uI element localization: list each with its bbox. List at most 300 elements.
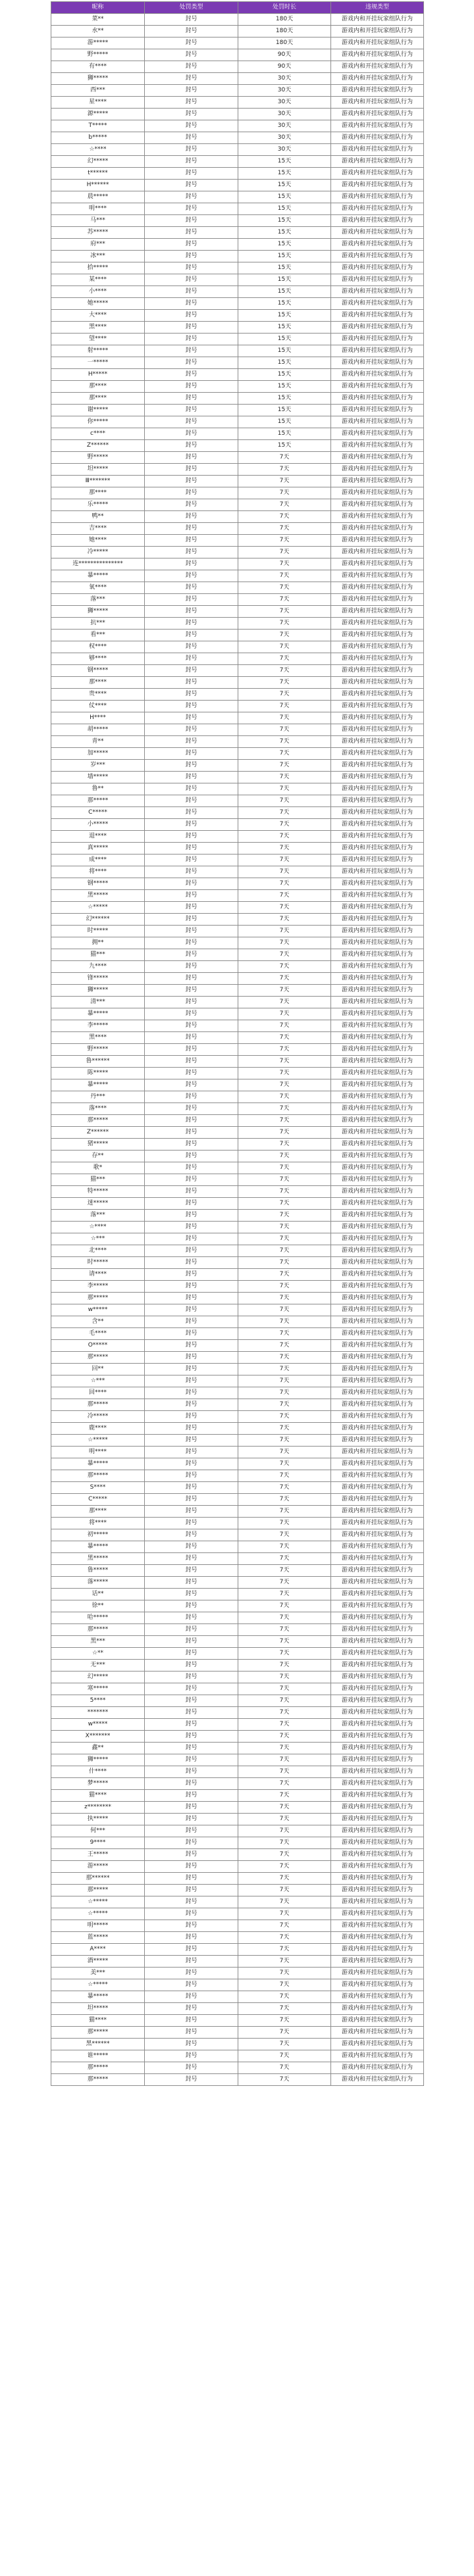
violation-type: 游戏内和开挂玩家组队行为 — [331, 855, 424, 866]
violation-type: 游戏内和开挂玩家组队行为 — [331, 1672, 424, 1683]
penalty-duration: 7天 — [238, 783, 331, 795]
violation-type: 游戏内和开挂玩家组队行为 — [331, 203, 424, 215]
violation-type: 游戏内和开挂玩家组队行为 — [331, 1683, 424, 1695]
penalty-duration: 7天 — [238, 926, 331, 937]
table-row — [51, 523, 424, 535]
player-nickname: 真***** — [51, 843, 145, 855]
table-row — [51, 1174, 424, 1186]
player-nickname: C***** — [51, 1494, 145, 1506]
penalty-type: 封号 — [145, 1766, 238, 1778]
table-row — [51, 369, 424, 381]
penalty-duration: 7天 — [238, 1956, 331, 1968]
violation-type: 游戏内和开挂玩家组队行为 — [331, 783, 424, 795]
violation-type: 游戏内和开挂玩家组队行为 — [331, 1020, 424, 1032]
penalty-duration: 7天 — [238, 653, 331, 665]
penalty-type: 封号 — [145, 547, 238, 558]
violation-type: 游戏内和开挂玩家组队行为 — [331, 1103, 424, 1115]
violation-type: 游戏内和开挂玩家组队行为 — [331, 937, 424, 949]
violation-type: 游戏内和开挂玩家组队行为 — [331, 1766, 424, 1778]
table-row — [51, 1506, 424, 1518]
player-nickname: 星**** — [51, 97, 145, 109]
penalty-type: 封号 — [145, 1316, 238, 1328]
penalty-duration: 15天 — [238, 191, 331, 203]
penalty-type: 封号 — [145, 866, 238, 878]
player-nickname: 黑*** — [51, 1636, 145, 1648]
penalty-duration: 7天 — [238, 1672, 331, 1683]
player-nickname: 暴***** — [51, 1079, 145, 1091]
table-row — [51, 866, 424, 878]
penalty-type: 封号 — [145, 180, 238, 191]
penalty-type: 封号 — [145, 1565, 238, 1577]
violation-type: 游戏内和开挂玩家组队行为 — [331, 973, 424, 985]
penalty-duration: 7天 — [238, 476, 331, 487]
table-row — [51, 1447, 424, 1458]
table-row — [51, 724, 424, 736]
table-row — [51, 286, 424, 298]
penalty-type: 封号 — [145, 168, 238, 180]
violation-type: 游戏内和开挂玩家组队行为 — [331, 1399, 424, 1411]
player-nickname: 幻***** — [51, 1672, 145, 1683]
table-row — [51, 1600, 424, 1612]
penalty-duration: 7天 — [238, 1032, 331, 1044]
penalty-duration: 7天 — [238, 1766, 331, 1778]
penalty-duration: 15天 — [238, 428, 331, 440]
violation-type: 游戏内和开挂玩家组队行为 — [331, 547, 424, 558]
penalty-duration: 7天 — [238, 1873, 331, 1885]
table-row — [51, 712, 424, 724]
penalty-type: 封号 — [145, 156, 238, 168]
penalty-duration: 7天 — [238, 2062, 331, 2074]
penalty-type: 封号 — [145, 1648, 238, 1660]
player-nickname: 无*** — [51, 1660, 145, 1672]
player-nickname: 美*** — [51, 1968, 145, 1979]
violation-type: 游戏内和开挂玩家组队行为 — [331, 452, 424, 464]
penalty-type: 封号 — [145, 1115, 238, 1127]
table-row — [51, 298, 424, 310]
penalty-type: 封号 — [145, 1020, 238, 1032]
violation-type: 游戏内和开挂玩家组队行为 — [331, 1719, 424, 1731]
table-row — [51, 1814, 424, 1825]
penalty-duration: 7天 — [238, 1139, 331, 1151]
violation-type: 游戏内和开挂玩家组队行为 — [331, 156, 424, 168]
violation-type: 游戏内和开挂玩家组队行为 — [331, 843, 424, 855]
player-nickname: 乐***** — [51, 499, 145, 511]
penalty-type: 封号 — [145, 144, 238, 156]
penalty-type: 封号 — [145, 310, 238, 322]
player-nickname: 王***** — [51, 1849, 145, 1861]
penalty-type: 封号 — [145, 1293, 238, 1304]
penalty-type: 封号 — [145, 1257, 238, 1269]
table-row — [51, 464, 424, 476]
player-nickname: 胡***** — [51, 724, 145, 736]
penalty-duration: 15天 — [238, 393, 331, 405]
penalty-type: 封号 — [145, 1660, 238, 1672]
violation-type: 游戏内和开挂玩家组队行为 — [331, 1873, 424, 1885]
player-nickname: 暴***** — [51, 1458, 145, 1470]
penalty-type: 封号 — [145, 582, 238, 594]
table-row — [51, 1210, 424, 1222]
penalty-duration: 15天 — [238, 251, 331, 262]
violation-type: 游戏内和开挂玩家组队行为 — [331, 1470, 424, 1482]
penalty-duration: 7天 — [238, 914, 331, 926]
penalty-type: 封号 — [145, 203, 238, 215]
violation-type: 游戏内和开挂玩家组队行为 — [331, 1707, 424, 1719]
penalty-type: 封号 — [145, 1968, 238, 1979]
violation-type: 游戏内和开挂玩家组队行为 — [331, 1198, 424, 1210]
violation-type: 游戏内和开挂玩家组队行为 — [331, 1814, 424, 1825]
violation-type: 游戏内和开挂玩家组队行为 — [331, 1458, 424, 1470]
penalty-type: 封号 — [145, 393, 238, 405]
penalty-type: 封号 — [145, 262, 238, 274]
table-row — [51, 1222, 424, 1233]
penalty-type: 封号 — [145, 724, 238, 736]
penalty-duration: 15天 — [238, 440, 331, 452]
penalty-duration: 7天 — [238, 878, 331, 890]
violation-type: 游戏内和开挂玩家组队行为 — [331, 1210, 424, 1222]
table-row — [51, 1719, 424, 1731]
player-nickname: 游***** — [51, 1861, 145, 1873]
penalty-type: 封号 — [145, 1589, 238, 1600]
penalty-duration: 90天 — [238, 49, 331, 61]
player-nickname: 冰*** — [51, 251, 145, 262]
violation-type: 游戏内和开挂玩家组队行为 — [331, 712, 424, 724]
table-row — [51, 334, 424, 345]
violation-type: 游戏内和开挂玩家组队行为 — [331, 902, 424, 914]
violation-type: 游戏内和开挂玩家组队行为 — [331, 274, 424, 286]
penalty-type: 封号 — [145, 109, 238, 120]
player-nickname: 狮***** — [51, 1754, 145, 1766]
violation-type: 游戏内和开挂玩家组队行为 — [331, 795, 424, 807]
player-nickname: 黑****** — [51, 2039, 145, 2050]
player-nickname: 猪***** — [51, 1139, 145, 1151]
table-row — [51, 807, 424, 819]
penalty-type: 封号 — [145, 961, 238, 973]
penalty-duration: 7天 — [238, 961, 331, 973]
player-nickname: 5**** — [51, 1695, 145, 1707]
header-violation-type: 违规类型 — [331, 2, 424, 14]
table-row — [51, 1103, 424, 1115]
table-row — [51, 2062, 424, 2074]
table-row — [51, 630, 424, 641]
violation-type: 游戏内和开挂玩家组队行为 — [331, 1340, 424, 1352]
violation-type: 游戏内和开挂玩家组队行为 — [331, 1008, 424, 1020]
penalty-type: 封号 — [145, 1151, 238, 1162]
player-nickname: Ⅲ******* — [51, 476, 145, 487]
penalty-type: 封号 — [145, 345, 238, 357]
player-nickname: 何*** — [51, 1825, 145, 1837]
penalty-duration: 7天 — [238, 1743, 331, 1754]
table-row — [51, 120, 424, 132]
penalty-type: 封号 — [145, 1719, 238, 1731]
table-row — [51, 405, 424, 416]
violation-type: 游戏内和开挂玩家组队行为 — [331, 1825, 424, 1837]
table-row — [51, 1529, 424, 1541]
penalty-duration: 7天 — [238, 1269, 331, 1281]
violation-type: 游戏内和开挂玩家组队行为 — [331, 180, 424, 191]
player-nickname: X******* — [51, 1731, 145, 1743]
penalty-duration: 30天 — [238, 109, 331, 120]
table-row — [51, 701, 424, 712]
player-nickname: 氧**** — [51, 582, 145, 594]
penalty-type: 封号 — [145, 831, 238, 843]
penalty-type: 封号 — [145, 1885, 238, 1896]
player-nickname: 存** — [51, 1151, 145, 1162]
violation-type: 游戏内和开挂玩家组队行为 — [331, 393, 424, 405]
penalty-type: 封号 — [145, 855, 238, 866]
player-nickname: 菜** — [51, 14, 145, 26]
penalty-type: 封号 — [145, 1861, 238, 1873]
table-row — [51, 85, 424, 97]
penalty-duration: 7天 — [238, 2039, 331, 2050]
table-row — [51, 1968, 424, 1979]
player-nickname: 将**** — [51, 866, 145, 878]
player-nickname: 梦***** — [51, 1778, 145, 1790]
violation-type: 游戏内和开挂玩家组队行为 — [331, 1186, 424, 1198]
violation-type: 游戏内和开挂玩家组队行为 — [331, 961, 424, 973]
player-nickname: 冷***** — [51, 547, 145, 558]
player-nickname: 锋***** — [51, 973, 145, 985]
violation-type: 游戏内和开挂玩家组队行为 — [331, 14, 424, 26]
table-row — [51, 1991, 424, 2003]
penalty-duration: 7天 — [238, 1186, 331, 1198]
penalty-type: 封号 — [145, 937, 238, 949]
table-row — [51, 1849, 424, 1861]
violation-type: 游戏内和开挂玩家组队行为 — [331, 1541, 424, 1553]
table-row — [51, 1044, 424, 1056]
penalty-type: 封号 — [145, 1494, 238, 1506]
table-row — [51, 1731, 424, 1743]
table-row — [51, 144, 424, 156]
violation-type: 游戏内和开挂玩家组队行为 — [331, 736, 424, 748]
violation-type: 游戏内和开挂玩家组队行为 — [331, 262, 424, 274]
penalty-type: 封号 — [145, 760, 238, 772]
violation-type: 游戏内和开挂玩家组队行为 — [331, 1944, 424, 1956]
table-row — [51, 511, 424, 523]
table-row — [51, 1825, 424, 1837]
table-row — [51, 393, 424, 405]
penalty-duration: 7天 — [238, 1044, 331, 1056]
table-row — [51, 1399, 424, 1411]
penalty-type: 封号 — [145, 1743, 238, 1754]
violation-type: 游戏内和开挂玩家组队行为 — [331, 357, 424, 369]
table-row — [51, 1482, 424, 1494]
penalty-duration: 7天 — [238, 1896, 331, 1908]
violation-type: 游戏内和开挂玩家组队行为 — [331, 1660, 424, 1672]
violation-type: 游戏内和开挂玩家组队行为 — [331, 1162, 424, 1174]
table-row — [51, 1577, 424, 1589]
player-nickname: ☆*** — [51, 1233, 145, 1245]
penalty-duration: 7天 — [238, 760, 331, 772]
violation-type: 游戏内和开挂玩家组队行为 — [331, 440, 424, 452]
penalty-type: 封号 — [145, 1731, 238, 1743]
penalty-type: 封号 — [145, 1695, 238, 1707]
violation-type: 游戏内和开挂玩家组队行为 — [331, 1068, 424, 1079]
violation-type: 游戏内和开挂玩家组队行为 — [331, 1920, 424, 1932]
penalty-duration: 7天 — [238, 701, 331, 712]
player-nickname: w***** — [51, 1304, 145, 1316]
penalty-duration: 7天 — [238, 1103, 331, 1115]
penalty-type: 封号 — [145, 428, 238, 440]
violation-type: 游戏内和开挂玩家组队行为 — [331, 1991, 424, 2003]
table-row — [51, 156, 424, 168]
table-row — [51, 547, 424, 558]
player-nickname: 仗**** — [51, 701, 145, 712]
player-nickname: 游***** — [51, 37, 145, 49]
violation-type: 游戏内和开挂玩家组队行为 — [331, 535, 424, 547]
table-row — [51, 168, 424, 180]
penalty-type: 封号 — [145, 795, 238, 807]
penalty-duration: 15天 — [238, 262, 331, 274]
player-nickname: 明**** — [51, 203, 145, 215]
player-nickname: 落**** — [51, 1103, 145, 1115]
violation-type: 游戏内和开挂玩家组队行为 — [331, 239, 424, 251]
table-row — [51, 132, 424, 144]
player-nickname: 酒***** — [51, 1956, 145, 1968]
player-nickname: ☆**** — [51, 1222, 145, 1233]
penalty-duration: 7天 — [238, 1304, 331, 1316]
penalty-duration: 7天 — [238, 712, 331, 724]
table-row — [51, 594, 424, 606]
violation-type: 游戏内和开挂玩家组队行为 — [331, 949, 424, 961]
penalty-duration: 30天 — [238, 97, 331, 109]
violation-type: 游戏内和开挂玩家组队行为 — [331, 1352, 424, 1364]
table-row — [51, 1979, 424, 1991]
penalty-duration: 15天 — [238, 227, 331, 239]
table-row — [51, 1648, 424, 1660]
player-nickname: 寒***** — [51, 1683, 145, 1695]
violation-type: 游戏内和开挂玩家组队行为 — [331, 985, 424, 997]
player-nickname: 谢***** — [51, 405, 145, 416]
penalty-duration: 7天 — [238, 487, 331, 499]
penalty-type: 封号 — [145, 1423, 238, 1435]
penalty-type: 封号 — [145, 1825, 238, 1837]
player-nickname: 狮***** — [51, 985, 145, 997]
penalty-duration: 7天 — [238, 1849, 331, 1861]
penalty-duration: 15天 — [238, 322, 331, 334]
penalty-duration: 7天 — [238, 772, 331, 783]
player-nickname: 看*** — [51, 630, 145, 641]
penalty-duration: 30天 — [238, 85, 331, 97]
violation-type: 游戏内和开挂玩家组队行为 — [331, 665, 424, 677]
table-row — [51, 1683, 424, 1695]
penalty-duration: 90天 — [238, 61, 331, 73]
table-row — [51, 618, 424, 630]
violation-type: 游戏内和开挂玩家组队行为 — [331, 1387, 424, 1399]
header-penalty-type: 处罚类型 — [145, 2, 238, 14]
player-nickname: 哈***** — [51, 1612, 145, 1624]
player-nickname: 源***** — [51, 109, 145, 120]
table-row — [51, 1281, 424, 1293]
violation-type: 游戏内和开挂玩家组队行为 — [331, 1411, 424, 1423]
penalty-duration: 7天 — [238, 1885, 331, 1896]
penalty-type: 封号 — [145, 1873, 238, 1885]
penalty-duration: 7天 — [238, 535, 331, 547]
penalty-type: 封号 — [145, 487, 238, 499]
penalty-duration: 7天 — [238, 1506, 331, 1518]
penalty-type: 封号 — [145, 1672, 238, 1683]
violation-type: 游戏内和开挂玩家组队行为 — [331, 1849, 424, 1861]
violation-type: 游戏内和开挂玩家组队行为 — [331, 405, 424, 416]
table-row — [51, 452, 424, 464]
table-row — [51, 890, 424, 902]
violation-type: 游戏内和开挂玩家组队行为 — [331, 381, 424, 393]
penalty-duration: 7天 — [238, 1529, 331, 1541]
violation-type: 游戏内和开挂玩家组队行为 — [331, 298, 424, 310]
player-nickname: 鲁****** — [51, 1056, 145, 1068]
penalty-type: 封号 — [145, 464, 238, 476]
violation-type: 游戏内和开挂玩家组队行为 — [331, 1079, 424, 1091]
penalty-duration: 7天 — [238, 630, 331, 641]
penalty-type: 封号 — [145, 819, 238, 831]
penalty-duration: 7天 — [238, 1968, 331, 1979]
violation-type: 游戏内和开挂玩家组队行为 — [331, 168, 424, 180]
violation-type: 游戏内和开挂玩家组队行为 — [331, 1979, 424, 1991]
penalty-type: 封号 — [145, 191, 238, 203]
player-nickname: t****** — [51, 168, 145, 180]
penalty-duration: 7天 — [238, 582, 331, 594]
penalty-type: 封号 — [145, 712, 238, 724]
violation-type: 游戏内和开挂玩家组队行为 — [331, 322, 424, 334]
table-row — [51, 1056, 424, 1068]
table-row — [51, 973, 424, 985]
violation-type: 游戏内和开挂玩家组队行为 — [331, 511, 424, 523]
violation-type: 游戏内和开挂玩家组队行为 — [331, 2027, 424, 2039]
table-row — [51, 1008, 424, 1020]
player-nickname: 那***** — [51, 2027, 145, 2039]
penalty-type: 封号 — [145, 594, 238, 606]
penalty-duration: 7天 — [238, 1920, 331, 1932]
violation-type: 游戏内和开挂玩家组队行为 — [331, 416, 424, 428]
table-row — [51, 1541, 424, 1553]
penalty-type: 封号 — [145, 689, 238, 701]
table-row — [51, 109, 424, 120]
penalty-duration: 7天 — [238, 831, 331, 843]
penalty-duration: 7天 — [238, 1174, 331, 1186]
player-nickname: H****** — [51, 180, 145, 191]
penalty-type: 封号 — [145, 1281, 238, 1293]
penalty-type: 封号 — [145, 1849, 238, 1861]
penalty-type: 封号 — [145, 1470, 238, 1482]
penalty-duration: 7天 — [238, 689, 331, 701]
violation-type: 游戏内和开挂玩家组队行为 — [331, 26, 424, 37]
table-row — [51, 1624, 424, 1636]
header-nickname: 昵称 — [51, 2, 145, 14]
penalty-duration: 7天 — [238, 1660, 331, 1672]
table-row — [51, 2003, 424, 2015]
table-row — [51, 26, 424, 37]
table-row — [51, 1837, 424, 1849]
violation-type: 游戏内和开挂玩家组队行为 — [331, 772, 424, 783]
player-nickname: 猫**** — [51, 2015, 145, 2027]
player-nickname: 野***** — [51, 49, 145, 61]
table-row — [51, 606, 424, 618]
violation-type: 游戏内和开挂玩家组队行为 — [331, 630, 424, 641]
penalty-duration: 30天 — [238, 73, 331, 85]
penalty-duration: 7天 — [238, 1814, 331, 1825]
player-nickname: ☆***** — [51, 902, 145, 914]
table-row — [51, 1873, 424, 1885]
penalty-duration: 7天 — [238, 1979, 331, 1991]
penalty-type: 封号 — [145, 2039, 238, 2050]
penalty-type: 封号 — [145, 772, 238, 783]
penalty-duration: 7天 — [238, 1589, 331, 1600]
player-nickname: 她**** — [51, 535, 145, 547]
player-nickname: ☆***** — [51, 1979, 145, 1991]
violation-type: 游戏内和开挂玩家组队行为 — [331, 1423, 424, 1435]
player-nickname: ☆** — [51, 1648, 145, 1660]
penalty-duration: 7天 — [238, 1577, 331, 1589]
penalty-type: 封号 — [145, 1375, 238, 1387]
